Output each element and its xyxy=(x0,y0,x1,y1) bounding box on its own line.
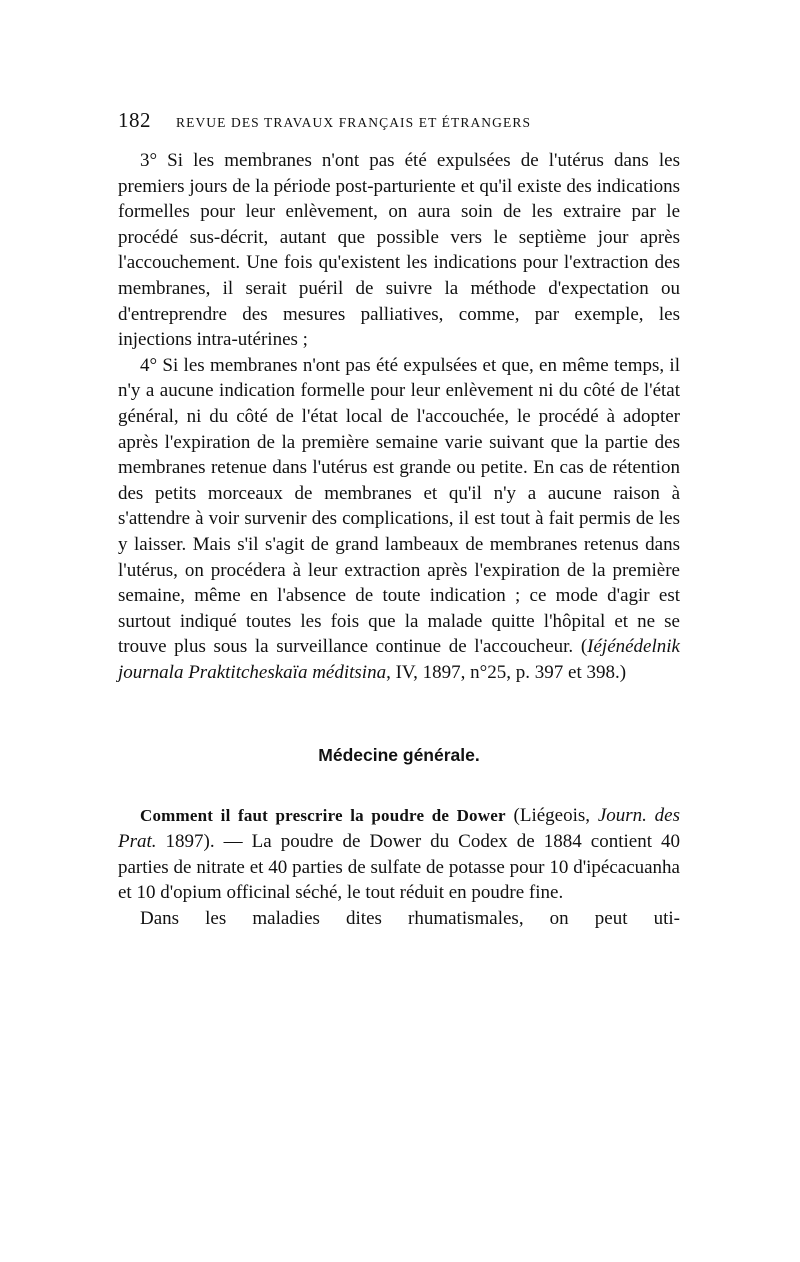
paragraph-point-3: 3° Si les membranes n'ont pas été expulsées de l'utérus dans les premiers jours de la période post-parturiente et qu'il existe des indications formelles pour leur enlèvement, on aura soin de les extraire par le procédé sus-décrit, autant que possible vers le septième jour après l'accouchement. Une fois qu'existent les indications pour l'extraction des membranes, il serait puéril de suivre la méthode d'expectation ou d'entreprendre des mesures palliatives, comme, par exemple, les injections intra-utérines ; xyxy=(118,150,680,351)
article-paragraph xyxy=(118,803,680,905)
running-title: REVUE DES TRAVAUX FRANÇAIS ET ÉTRANGERS xyxy=(176,115,532,130)
article-title: Comment il faut prescrire la poudre de Dower xyxy=(140,806,506,826)
article-source-journal: Journ. des Prat. xyxy=(118,805,680,853)
section-heading: Médecine générale. xyxy=(318,745,480,766)
paragraph-point-4-text: 4° Si les membranes n'ont pas été expulsées et que, en même temps, il n'y a aucune indication formelle pour leur enlèvement ni du côté de l'état général, ni du côté de l'état local de l'accouchée, le procédé à adopter après l'expiration de la première semaine varie suivant que la partie des membranes retenue dans l'utérus est grande ou petite. En cas de rétention des petits morceaux de membranes et qu'il n'y a aucune raison à s'attendre à voir survenir des complications, il est tout à fait permis de les y laisser. Mais s'il s'agit de grand lambeaux de membranes retenus dans l'utérus, on procédera à leur extraction après l'expiration de la première semaine, même en l'absence de toute indication ; ce mode d'agir est surtout indiqué toutes les fois que la malade quitte l'hôpital et ne se trouve plus sous la surveillance continue de l'accoucheur. ( xyxy=(118,354,680,658)
article-body: 1897). — La poudre de Dower du Codex de 1884 contient 40 parties de nitrate et 40 parties de sulfate de potasse pour 10 d'ipécacuanha et 10 d'opium officinal séché, le tout réduit en poudre fine. xyxy=(118,831,680,904)
paragraph-point-4 xyxy=(118,353,680,686)
running-head xyxy=(118,108,680,138)
article-source-open: (Liégeois, xyxy=(505,805,598,827)
citation-details: , IV, 1897, n°25, p. 397 et 398.) xyxy=(386,661,627,683)
continuation-paragraph: Dans les maladies dites rhumatismales, on peut uti- xyxy=(140,907,680,929)
citation-journal-title: Iéjénédelnik journala Praktitcheskaïa méditsina xyxy=(118,636,680,683)
page-number: 182 xyxy=(118,108,151,132)
page xyxy=(118,108,680,931)
